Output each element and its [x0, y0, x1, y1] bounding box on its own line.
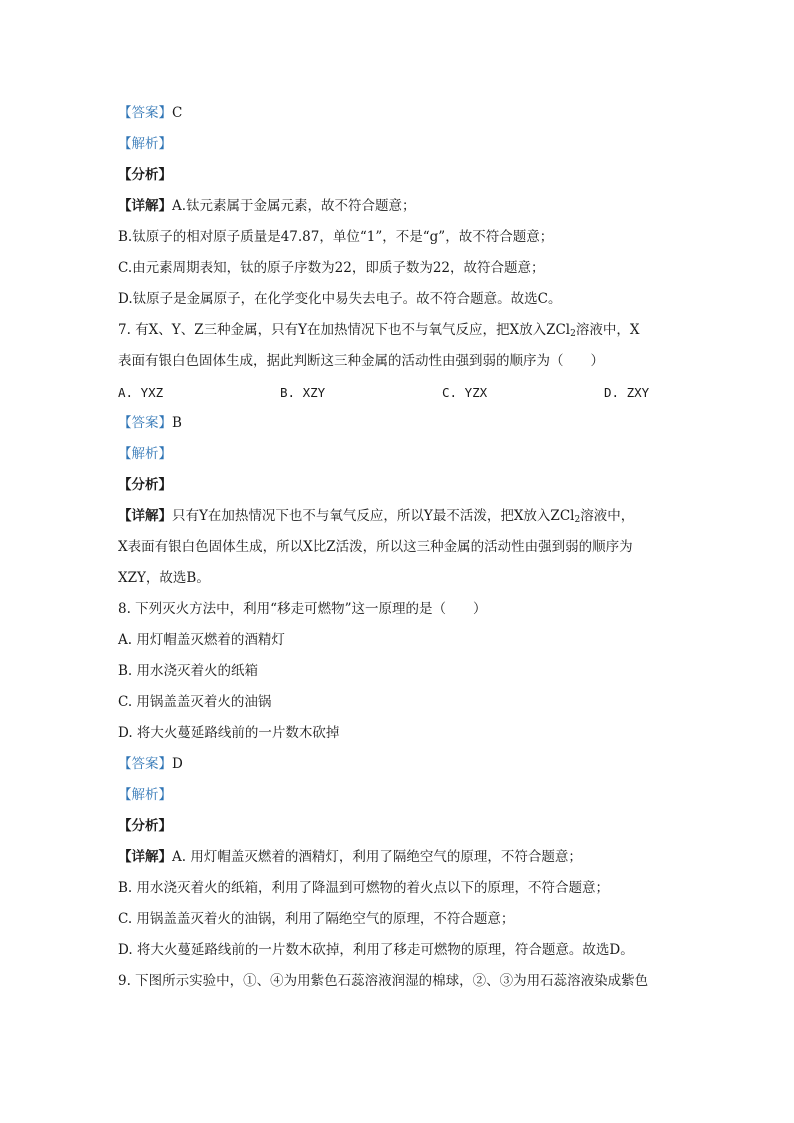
q8-detail-b: B. 用水浇灭着火的纸箱，利用了降温到可燃物的着火点以下的原理，不符合题意； [118, 880, 610, 896]
q6-fenxi-tag: 【分析】 [118, 167, 172, 183]
detail-tag: 【详解】 [118, 198, 172, 214]
q6-jiexi-tag: 【解析】 [118, 136, 172, 152]
q6-detail-a [118, 191, 678, 222]
q7-jiexi-tag: 【解析】 [118, 446, 172, 462]
q7-fenxi-tag: 【分析】 [118, 477, 172, 493]
q7-answer [118, 408, 678, 439]
detail-part-b: 溶液中， [580, 508, 635, 524]
q7-stem-part-b: 溶液中，X [575, 322, 640, 338]
q7-stem-line2: 表面有银白色固体生成，据此判断这三种金属的活动性由强到弱的顺序为（ ） [118, 353, 604, 369]
detail-text: A.钛元素属于金属元素，故不符合题意； [172, 198, 416, 214]
q8-answer [118, 749, 678, 780]
q7-detail-line1 [118, 501, 678, 532]
q6-detail-b: B.钛原子的相对原子质量是47.87，单位“1”，不是“g”，故不符合题意； [118, 229, 554, 245]
q8-option-c: C. 用锅盖盖灭着火的油锅 [118, 694, 272, 710]
q6-detail-c: C.由元素周期表知，钛的原子序数为22，即质子数为22，故符合题意； [118, 260, 545, 276]
q7-option-c: C. YZX [442, 385, 488, 400]
detail-tag: 【详解】 [118, 508, 172, 524]
q8-detail-c: C. 用锅盖盖灭着火的油锅，利用了隔绝空气的原理，不符合题意； [118, 911, 515, 927]
q7-option-d: D. ZXY [604, 385, 650, 400]
detail-subscript: 2 [574, 515, 581, 525]
answer-value: D [172, 756, 183, 772]
q8-fenxi-tag: 【分析】 [118, 818, 172, 834]
answer-tag: 【答案】 [118, 415, 172, 431]
q9-stem-line1: 9. 下图所示实验中，①、④为用紫色石蕊溶液润湿的棉球，②、③为用石蕊溶液染成紫色 [118, 973, 649, 989]
q8-option-d: D. 将大火蔓延路线前的一片数木砍掉 [118, 725, 340, 741]
q7-stem-line1 [118, 315, 678, 346]
q7-options [118, 377, 678, 408]
q8-option-b: B. 用水浇灭着火的纸箱 [118, 663, 259, 679]
detail-part-a: 只有Y在加热情况下也不与氧气反应，所以Y最不活泼，把X放入ZCl [172, 508, 575, 524]
detail-tag: 【详解】 [118, 849, 172, 865]
document-page [118, 98, 678, 997]
q7-detail-line3: XZY，故选B。 [118, 570, 210, 586]
q6-answer [118, 98, 678, 129]
q7-stem-subscript: 2 [570, 329, 576, 339]
q7-stem-part-a: 7. 有X、Y、Z三种金属，只有Y在加热情况下也不与氧气反应，把X放入ZCl [118, 322, 571, 338]
q7-option-a: A. YXZ [118, 385, 164, 400]
answer-value: C [172, 105, 183, 121]
answer-value: B [172, 415, 182, 431]
q8-option-a: A. 用灯帽盖灭燃着的酒精灯 [118, 632, 285, 648]
answer-tag: 【答案】 [118, 756, 172, 772]
q8-jiexi-tag: 【解析】 [118, 787, 172, 803]
q7-option-b: B. XZY [280, 385, 326, 400]
q8-stem: 8. 下列灭火方法中，利用“移走可燃物”这一原理的是（ ） [118, 601, 487, 617]
q6-detail-d: D.钛原子是金属原子，在化学变化中易失去电子。故不符合题意。故选C。 [118, 291, 562, 307]
q8-detail-d: D. 将大火蔓延路线前的一片数木砍掉，利用了移走可燃物的原理，符合题意。故选D。 [118, 942, 634, 958]
q8-detail-a [118, 842, 678, 873]
detail-text: A. 用灯帽盖灭燃着的酒精灯，利用了隔绝空气的原理，不符合题意； [172, 849, 582, 865]
q7-detail-line2: X表面有银白色固体生成，所以X比Z活泼，所以这三种金属的活动性由强到弱的顺序为 [118, 539, 633, 555]
answer-tag: 【答案】 [118, 105, 172, 121]
